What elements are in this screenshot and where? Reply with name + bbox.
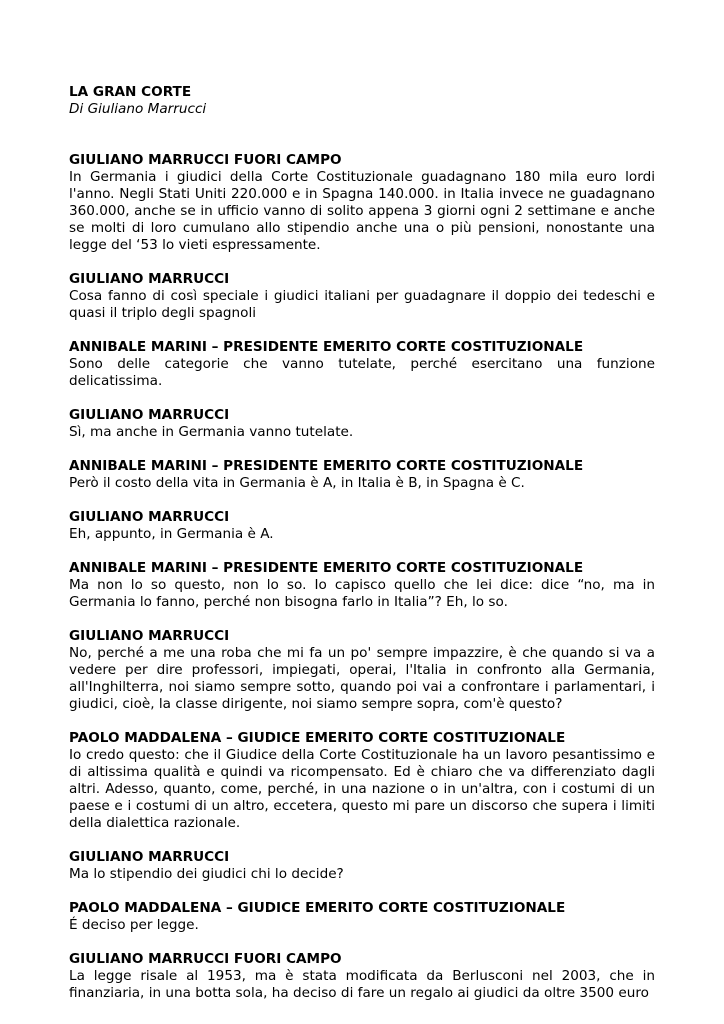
dialogue-block: [69, 849, 655, 883]
speaker-name: GIULIANO MARRUCCI: [69, 849, 230, 865]
speech-text: La legge risale al 1953, ma è stata modificata da Berlusconi nel 2003, che in finanziaria, in una botta sola, ha deciso di fare un regalo ai giudici da oltre 3500 euro: [69, 968, 655, 1001]
dialogue-block: [69, 271, 655, 322]
speech-text: É deciso per legge.: [69, 917, 199, 933]
speaker-name: GIULIANO MARRUCCI: [69, 509, 230, 525]
dialogue-block: [69, 560, 655, 611]
speech-text: Sono delle categorie che vanno tutelate, perché esercitano una funzione delicatissima.: [69, 356, 655, 389]
dialogue-block: [69, 951, 655, 1002]
speech-text: In Germania i giudici della Corte Costituzionale guadagnano 180 mila euro lordi l'anno. Negli Stati Uniti 220.000 e in Spagna 140.000. in Italia invece ne guadagnano 360.000, anche se in ufficio vanno di solito appena 3 giorni ogni 2 settimane e anche se molti di loro cumulano allo stipendio anche una o più pensioni, nonostante una legge del ‘53 lo vieti espressamente.: [69, 169, 655, 253]
speaker-name: ANNIBALE MARINI – PRESIDENTE EMERITO CORTE COSTITUZIONALE: [69, 560, 584, 576]
dialogue-block: [69, 407, 655, 441]
speaker-name: ANNIBALE MARINI – PRESIDENTE EMERITO CORTE COSTITUZIONALE: [69, 339, 584, 355]
speaker-name: PAOLO MADDALENA – GIUDICE EMERITO CORTE COSTITUZIONALE: [69, 900, 566, 916]
speaker-name: PAOLO MADDALENA – GIUDICE EMERITO CORTE COSTITUZIONALE: [69, 730, 566, 746]
speaker-name: GIULIANO MARRUCCI FUORI CAMPO: [69, 152, 342, 168]
dialogue-block: [69, 628, 655, 713]
speech-text: Cosa fanno di così speciale i giudici italiani per guadagnare il doppio dei tedeschi e quasi il triplo degli spagnoli: [69, 288, 655, 321]
speech-text: Eh, appunto, in Germania è A.: [69, 526, 274, 542]
speech-text: Però il costo della vita in Germania è A, in Italia è B, in Spagna è C.: [69, 475, 525, 491]
dialogue-block: [69, 152, 655, 254]
document-page: [69, 84, 655, 1019]
dialogue-block: [69, 900, 655, 934]
speaker-name: GIULIANO MARRUCCI: [69, 407, 230, 423]
speech-text: Ma non lo so questo, non lo so. Io capisco quello che lei dice: dice “no, ma in Germania lo fanno, perché non bisogna farlo in Italia”? Eh, lo so.: [69, 577, 655, 610]
document-author: Di Giuliano Marrucci: [69, 101, 207, 117]
speech-text: Io credo questo: che il Giudice della Corte Costituzionale ha un lavoro pesantissimo e di altissima qualità e quindi va ricompensato. Ed è chiaro che va differenziato dagli altri. Adesso, quanto, come, perché, in una nazione o in un'altra, con i costumi di un paese e i costumi di un altro, eccetera, questo mi pare un discorso che supera i limiti della dialettica razionale.: [69, 747, 655, 831]
speech-text: Sì, ma anche in Germania vanno tutelate.: [69, 424, 354, 440]
dialogue-block: [69, 458, 655, 492]
speaker-name: GIULIANO MARRUCCI: [69, 628, 230, 644]
dialogue-block: [69, 339, 655, 390]
dialogue-block: [69, 730, 655, 832]
speech-text: Ma lo stipendio dei giudici chi lo decide?: [69, 866, 344, 882]
speech-text: No, perché a me una roba che mi fa un po' sempre impazzire, è che quando si va a vedere per dire professori, impiegati, operai, l'Italia in confronto alla Germania, all'Inghilterra, noi siamo sempre sotto, quando poi vai a confrontare i parlamentari, i giudici, cioè, la classe dirigente, noi siamo sempre sopra, com'è questo?: [69, 645, 655, 712]
dialogue-block: [69, 509, 655, 543]
document-title: LA GRAN CORTE: [69, 84, 192, 100]
speaker-name: GIULIANO MARRUCCI: [69, 271, 230, 287]
speaker-name: GIULIANO MARRUCCI FUORI CAMPO: [69, 951, 342, 967]
speaker-name: ANNIBALE MARINI – PRESIDENTE EMERITO CORTE COSTITUZIONALE: [69, 458, 584, 474]
